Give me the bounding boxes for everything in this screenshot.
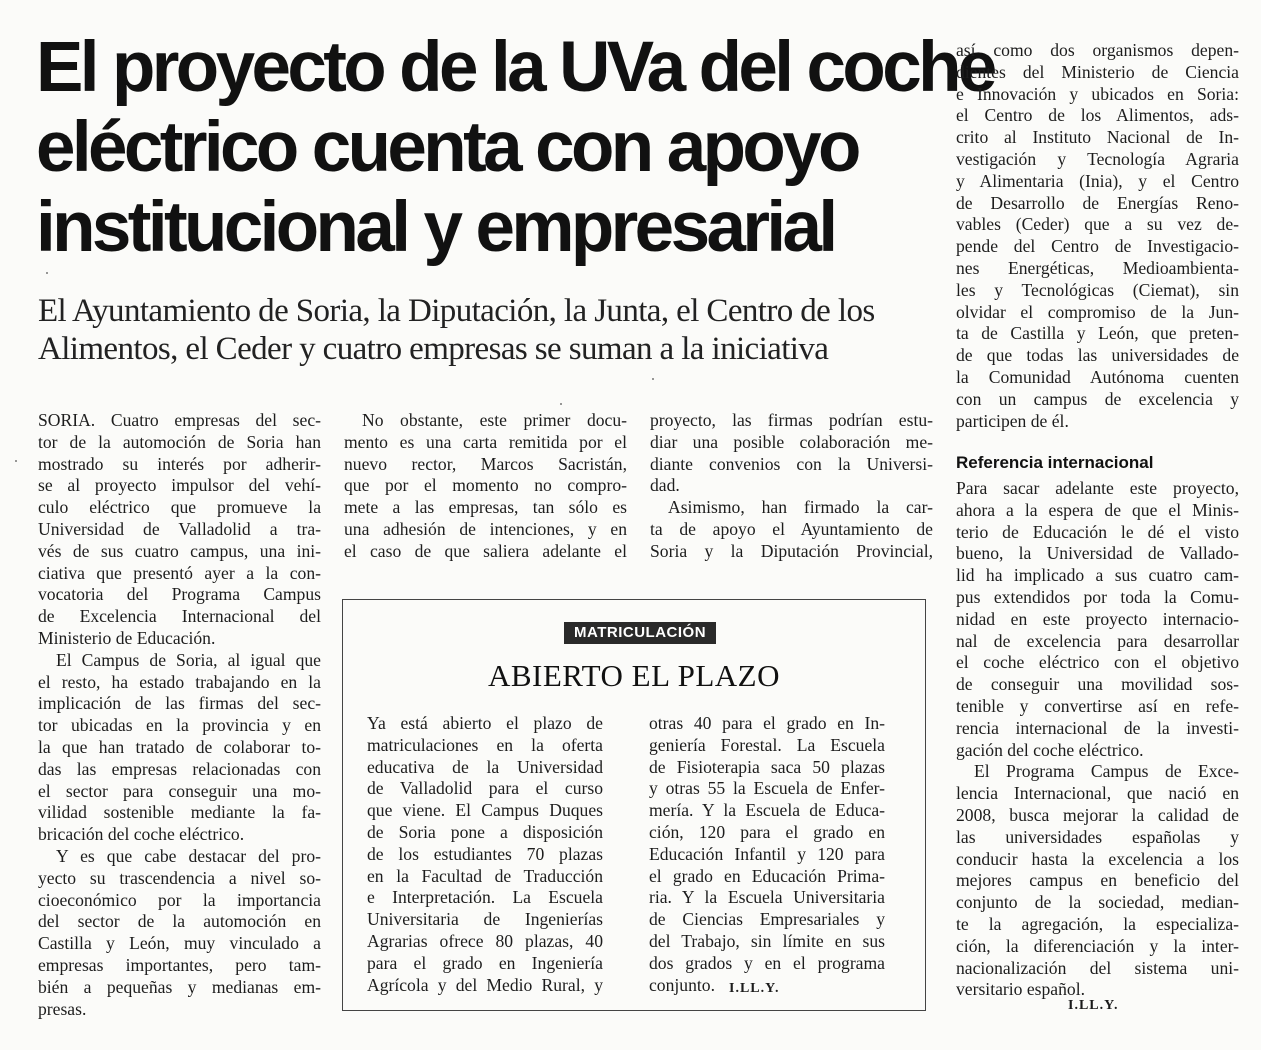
text-line: implicación de las firmas del sec- <box>38 693 321 714</box>
text-line: e Innovación y ubicados en Soria: <box>956 83 1239 104</box>
text-line: nes Energéticas, Medioambienta- <box>956 257 1239 278</box>
text-line: el grado en Educación Prima- <box>649 865 885 886</box>
text-line: gación del coche eléctrico. <box>956 739 1144 760</box>
text-line: Universidad de Valladolid a tra- <box>38 518 321 539</box>
box-column-2 <box>649 713 885 996</box>
headline <box>36 28 994 268</box>
text-line: nal de excelencia para desarrollar <box>956 630 1239 651</box>
text-line: proyecto, las firmas podrían estu- <box>650 410 933 430</box>
text-line: ta de Castilla y León, que preten- <box>956 323 1239 344</box>
text-line: vestigación y Tecnología Agraria <box>956 148 1239 169</box>
text-line: tor ubicadas en la provincia y en <box>38 715 321 736</box>
text-line: mostrado su interés por adherir- <box>38 453 321 474</box>
text-line: terio de Educación le dé el visto <box>956 521 1239 542</box>
text-line: educativa de la Universidad <box>367 756 603 777</box>
text-line: pende del Centro de Investigacio- <box>956 236 1239 257</box>
text-line: Universitaria de Ingenierías <box>367 909 603 930</box>
text-line: rencia internacional de la investi- <box>956 717 1239 738</box>
text-line: e Interpretación. La Escuela <box>367 887 603 908</box>
text-line: conjunto de la sociedad, median- <box>956 892 1239 913</box>
text-line: nidad en este proyecto internacio- <box>956 608 1239 629</box>
print-speck <box>560 403 562 405</box>
text-line: vés de sus cuatro campus, una ini- <box>38 540 321 561</box>
text-line: Para sacar adelante este proyecto, <box>956 478 1239 498</box>
subheadline-line-2: Alimentos, el Ceder y cuatro empresas se suman a la iniciativa <box>38 331 829 367</box>
text-line: bién a pequeñas y medianas em- <box>38 976 321 997</box>
text-line: de Desarrollo de Energías Reno- <box>956 192 1239 213</box>
article-byline: I.LL.Y. <box>1068 998 1119 1013</box>
text-line: bueno, la Universidad de Vallado- <box>956 543 1239 564</box>
text-line: para el grado en Ingeniería <box>367 952 603 973</box>
text-line: Soria y la Diputación Provincial, <box>650 540 933 561</box>
text-line: 2008, busca mejorar la calidad de <box>956 804 1239 825</box>
article-column-3 <box>650 410 933 563</box>
section-heading: Referencia internacional <box>956 453 1154 472</box>
text-line: das las empresas relacionadas con <box>38 758 321 779</box>
text-line: diar una posible colaboración me- <box>650 431 933 452</box>
text-line: mería. Y la Escuela de Educa- <box>649 800 885 821</box>
text-line: Y es que cabe destacar del pro- <box>56 845 321 866</box>
text-line: ahora a la espera de que el Minis- <box>956 499 1239 520</box>
text-line: ción, la diferenciación y la inter- <box>956 935 1239 956</box>
text-line: mento es una carta remitida por el <box>344 431 627 452</box>
box-label: MATRICULACIÓN <box>564 622 716 644</box>
text-line: El Campus de Soria, al igual que <box>56 649 321 670</box>
subheadline <box>38 292 928 368</box>
text-line: la Comunidad Autónoma cuenten <box>956 366 1239 387</box>
text-line: ciativa que presentó ayer a la con- <box>38 562 321 583</box>
text-line: versitario español. <box>956 979 1085 1000</box>
box-column-1 <box>367 713 603 996</box>
text-line: con un campus de excelencia y <box>956 388 1239 409</box>
text-line: nacionalización del sistema uni- <box>956 957 1239 978</box>
article-column-1 <box>38 410 321 1020</box>
sidebar-box <box>342 599 926 1011</box>
print-speck <box>46 272 48 274</box>
text-line: conjunto. <box>649 974 715 995</box>
text-line: les y Tecnológicas (Ciemat), sin <box>956 279 1239 300</box>
text-line: ria. Y la Escuela Universitaria <box>649 887 885 908</box>
article-column-4-top <box>956 40 1239 432</box>
text-line: Agrícola y del Medio Rural, y <box>367 974 603 995</box>
text-line: tenible y convertirse así en refe- <box>956 695 1239 716</box>
text-line: el Centro de los Alimentos, ads- <box>956 105 1239 126</box>
text-line: Ya está abierto el plazo de <box>367 713 603 733</box>
text-line: otras 40 para el grado en In- <box>649 713 885 733</box>
text-line: presas. <box>38 998 87 1019</box>
text-line: y Alimentaria (Inia), y el Centro <box>956 170 1239 191</box>
text-line: bricación del coche eléctrico. <box>38 824 245 845</box>
text-line: vilidad sostenible mediante la fa- <box>38 802 321 823</box>
text-line: ción, 120 para el grado en <box>649 821 885 842</box>
text-line: se al proyecto impulsor del vehí- <box>38 475 321 496</box>
box-signature: I.LL.Y. <box>729 980 780 996</box>
box-title: ABIERTO EL PLAZO <box>487 658 780 693</box>
headline-line-3: institucional y empresarial <box>36 188 835 267</box>
headline-line-1: El proyecto de la UVa del coche <box>36 28 994 107</box>
text-line: del Trabajo, sin límite en sus <box>649 930 885 951</box>
text-line: crito al Instituto Nacional de In- <box>956 127 1239 148</box>
text-line: dientes del Ministerio de Ciencia <box>956 61 1239 82</box>
text-line: que viene. El Campus Duques <box>367 800 603 821</box>
text-line: empresas importantes, pero tam- <box>38 954 321 975</box>
text-line: lencia Internacional, que nació en <box>956 783 1239 804</box>
text-line: Ministerio de Educación. <box>38 627 216 648</box>
print-speck <box>15 460 17 462</box>
text-line: vocatoria del Programa Campus <box>38 584 321 605</box>
text-line: el coche eléctrico con el objetivo <box>956 652 1239 673</box>
text-line: lid ha implicado a sus cuatro cam- <box>956 565 1239 586</box>
text-line: de Ciencias Empresariales y <box>649 909 885 930</box>
text-line: pus extendidos por toda la Comu- <box>956 586 1239 607</box>
text-line: olvidar el compromiso de la Jun- <box>956 301 1239 322</box>
text-line: Agrarias ofrece 80 plazas, 40 <box>367 930 603 951</box>
text-line: vables (Ceder) que a su vez de- <box>956 214 1239 235</box>
text-line: de Fisioterapia saca 50 plazas <box>649 756 885 777</box>
text-line: de Excelencia Internacional del <box>38 606 321 627</box>
text-line: del sector de la automoción en <box>38 911 321 932</box>
print-speck <box>652 378 654 380</box>
text-line: de los estudiantes 70 plazas <box>367 843 603 864</box>
text-line: mejores campus en beneficio del <box>956 870 1239 891</box>
text-line: una adhesión de intenciones, y en <box>344 518 627 539</box>
text-line: el caso de que saliera adelante el <box>344 540 627 561</box>
text-line: El Programa Campus de Exce- <box>974 761 1239 782</box>
article-column-2 <box>344 410 627 563</box>
text-line: cioeconómico por la importancia <box>38 889 321 910</box>
text-line: la que han tratado de colaborar to- <box>38 736 321 757</box>
text-line: el resto, ha estado trabajando en la <box>38 671 321 692</box>
text-line: yecto su trascendencia a nivel so- <box>38 867 321 888</box>
text-line: Castilla y León, muy vinculado a <box>38 933 321 954</box>
text-line: geniería Forestal. La Escuela <box>649 734 885 755</box>
text-line: así como dos organismos depen- <box>956 40 1239 60</box>
text-line: diante convenios con la Universi- <box>650 453 933 474</box>
text-line: culo eléctrico que promueve la <box>38 497 321 518</box>
text-line: el sector para conseguir una mo- <box>38 780 321 801</box>
text-line: Educación Infantil y 120 para <box>649 843 885 864</box>
text-line: dad. <box>650 475 680 496</box>
text-line: de conseguir una movilidad sos- <box>956 674 1239 695</box>
text-line: en la Facultad de Traducción <box>367 865 603 886</box>
text-line: dos grados y en el programa <box>649 952 885 973</box>
text-line: mete a las empresas, tan sólo es <box>344 497 627 518</box>
text-line: matriculaciones en la oferta <box>367 734 603 755</box>
text-line: las universidades españolas y <box>956 826 1239 847</box>
text-line: que por el momento no compro- <box>344 475 627 496</box>
text-line: nuevo rector, Marcos Sacristán, <box>344 453 627 474</box>
text-line: No obstante, este primer docu- <box>362 410 627 430</box>
text-line: de Soria pone a disposición <box>367 821 603 842</box>
text-line: SORIA. Cuatro empresas del sec- <box>38 410 321 430</box>
text-line: participen de él. <box>956 410 1069 431</box>
article-column-4-bottom <box>956 478 1239 1001</box>
text-line: de Valladolid para el curso <box>367 778 603 799</box>
text-line: te la agregación, la especializa- <box>956 913 1239 934</box>
text-line: Asimismo, han firmado la car- <box>668 497 933 518</box>
subheadline-line-1: El Ayuntamiento de Soria, la Diputación, la Junta, el Centro de los <box>38 293 875 329</box>
text-line: ta de apoyo el Ayuntamiento de <box>650 518 933 539</box>
text-line: tor de la automoción de Soria han <box>38 431 321 452</box>
text-line: conducir hasta la excelencia a los <box>956 848 1239 869</box>
text-line: y otras 55 la Escuela de Enfer- <box>649 778 885 799</box>
headline-line-2: eléctrico cuenta con apoyo <box>36 108 858 187</box>
text-line: de que todas las universidades de <box>956 345 1239 366</box>
